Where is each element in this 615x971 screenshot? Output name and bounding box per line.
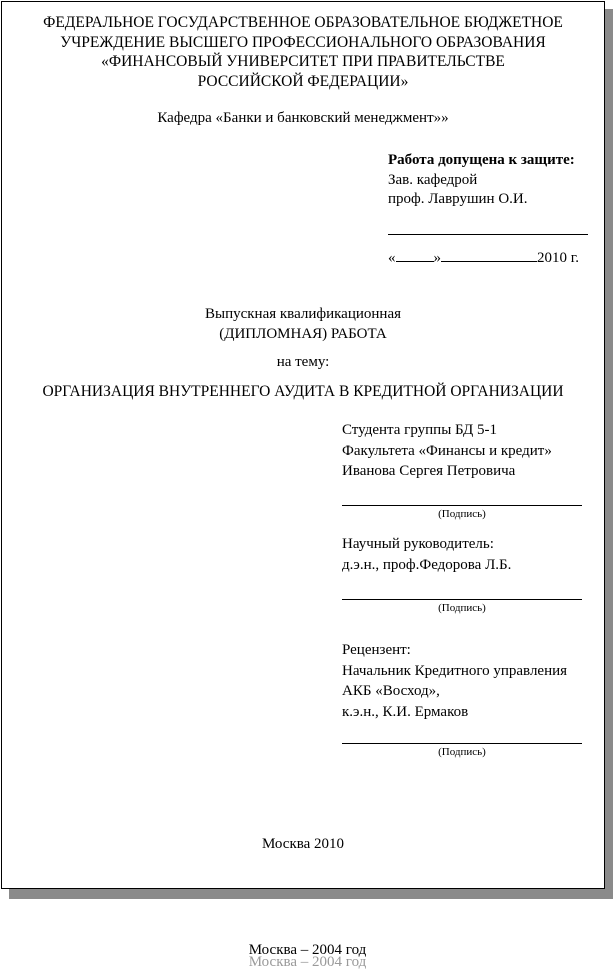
header-line-4: РОССИЙСКОЙ ФЕДЕРАЦИИ» xyxy=(197,72,409,90)
student-block xyxy=(342,420,552,482)
reviewer-name: к.э.н., К.И. Ермаков xyxy=(342,703,469,720)
bottom-city-year-ghost: Москва – 2004 год xyxy=(248,954,367,970)
reviewer-title: Рецензент: xyxy=(342,642,411,658)
university-header xyxy=(2,13,604,91)
document-type-line-2: (ДИПЛОМНАЯ) РАБОТА xyxy=(219,325,387,342)
student-group: Студента группы БД 5-1 xyxy=(342,422,498,438)
topic-label: на тему: xyxy=(276,354,330,370)
header-line-2: УЧРЕЖДЕНИЕ ВЫСШЕГО ПРОФЕССИОНАЛЬНОГО ОБРАЗОВАНИЯ xyxy=(60,33,546,51)
advisor-title: Научный руководитель: xyxy=(342,536,494,552)
approval-signature-line xyxy=(388,234,588,235)
advisor-signature-caption: (Подпись) xyxy=(438,602,486,614)
approval-head-name: проф. Лаврушин О.И. xyxy=(388,191,528,207)
advisor-name: д.э.н., проф.Федорова Л.Б. xyxy=(342,556,512,573)
approval-date-line xyxy=(388,247,579,267)
reviewer-position: Начальник Кредитного управления xyxy=(342,662,568,679)
reviewer-organization: АКБ «Восход», xyxy=(342,683,440,699)
advisor-signature-line xyxy=(342,599,582,600)
header-line-3: «ФИНАНСОВЫЙ УНИВЕРСИТЕТ ПРИ ПРАВИТЕЛЬСТВЕ xyxy=(101,53,505,70)
department: Кафедра «Банки и банковский менеджмент»» xyxy=(157,110,449,126)
approval-head-position: Зав. кафедрой xyxy=(388,171,478,188)
date-year: 2010 г. xyxy=(537,250,579,266)
approval-title: Работа допущена к защите: xyxy=(388,152,575,168)
city-year: Москва 2010 xyxy=(261,836,345,852)
student-signature-caption: (Подпись) xyxy=(438,508,486,520)
thesis-topic: ОРГАНИЗАЦИЯ ВНУТРЕННЕГО АУДИТА В КРЕДИТНОЙ ОРГАНИЗАЦИИ xyxy=(42,383,564,400)
student-faculty: Факультета «Финансы и кредит» xyxy=(342,442,552,459)
date-day-blank xyxy=(396,247,434,262)
student-name: Иванова Сергея Петровича xyxy=(342,463,516,479)
header-line-1: ФЕДЕРАЛЬНОЕ ГОСУДАРСТВЕННОЕ ОБРАЗОВАТЕЛЬНОЕ БЮДЖЕТНОЕ xyxy=(43,14,563,31)
title-page xyxy=(1,1,605,889)
reviewer-signature-caption: (Подпись) xyxy=(438,746,486,758)
date-month-blank xyxy=(441,247,537,262)
reviewer-block xyxy=(342,640,567,722)
student-signature-line xyxy=(342,505,582,506)
date-open-quote: « xyxy=(388,250,396,266)
document-type-line-1: Выпускная квалификационная xyxy=(205,306,401,322)
document-type xyxy=(2,305,604,344)
date-close-quote: » xyxy=(433,250,441,266)
reviewer-signature-line xyxy=(342,743,582,744)
advisor-block xyxy=(342,534,511,575)
approval-block xyxy=(388,151,575,210)
bottom-city-year: Москва – 2004 год xyxy=(248,942,367,958)
